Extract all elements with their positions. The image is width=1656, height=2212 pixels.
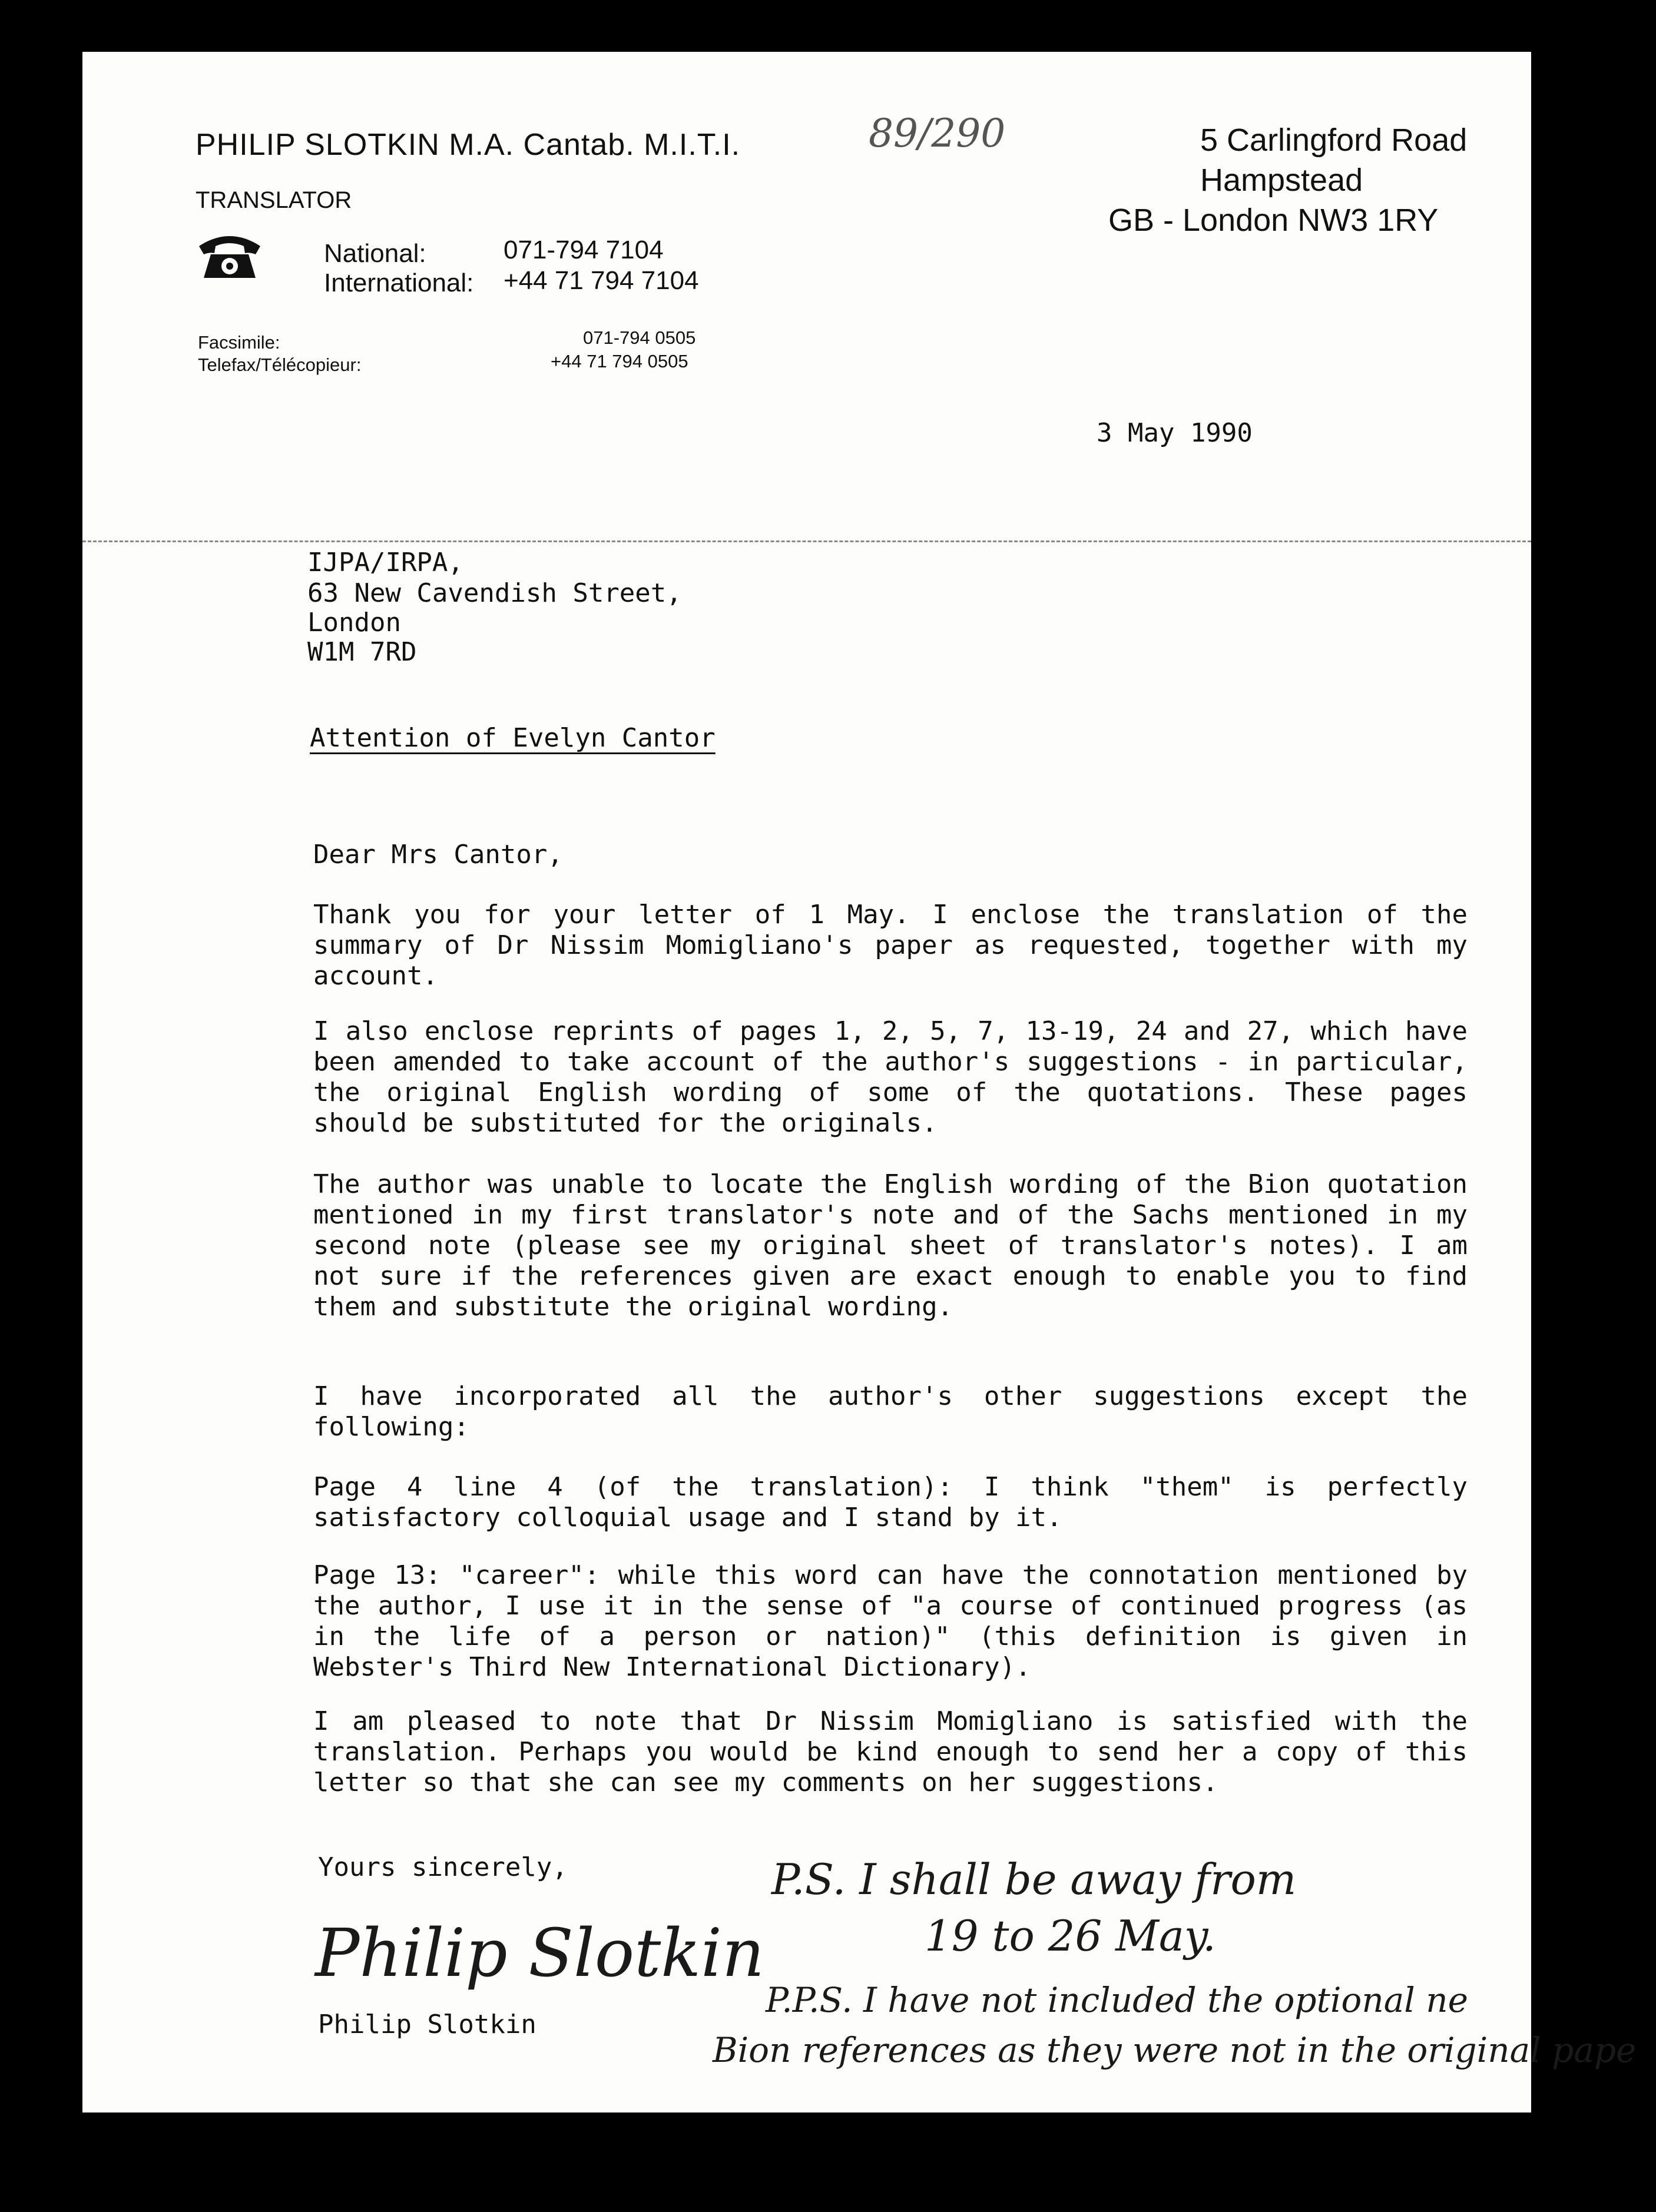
international-label: International: [324, 268, 474, 297]
facsimile-number: 071-794 0505 [583, 327, 696, 348]
recipient-line-3: London [307, 608, 401, 638]
signature: Philip Slotkin [315, 1915, 765, 1992]
letter-page [82, 52, 1637, 2112]
paragraph-3: The author was unable to locate the English wording of the Bion quotation mentioned in my first translator's note and of the Sachs mentioned in my second note (please see my original sheet of translator's notes). I am not sure if the references given are exact enough to enable you to find them and substitute the original wording. [313, 1169, 1468, 1322]
address-line-1: 5 Carlingford Road [1200, 122, 1468, 158]
address-line-2: Hampstead [1200, 162, 1363, 198]
pps-line-1: P.P.S. I have not included the optional ne [766, 1980, 1468, 2020]
telephone-icon [194, 228, 265, 281]
letterhead-divider [82, 540, 1531, 542]
paragraph-7: I am pleased to note that Dr Nissim Momigliano is satisfied with the translation. Perhaps you would be kind enough to send her a copy of this letter so that she can see my comments on her suggestions. [313, 1706, 1468, 1798]
letterhead-name: PHILIP SLOTKIN M.A. Cantab. M.I.T.I. [196, 128, 741, 162]
paragraph-6: Page 13: "career": while this word can have the connotation mentioned by the author, I use it in the sense of "a course of continued progress (as in the life of a person or nation)" (this definition is given in Webster's Third New International Dictionary). [313, 1560, 1468, 1682]
postscript-line-1: P.S. I shall be away from [771, 1855, 1297, 1904]
address-line-3: GB - London NW3 1RY [1108, 203, 1439, 238]
pps-line-2: Bion references as they were not in the original pape [713, 2030, 1637, 2070]
facsimile-label: Facsimile: [198, 332, 280, 353]
salutation: Dear Mrs Cantor, [313, 840, 563, 870]
signer-name: Philip Slotkin [318, 2009, 536, 2039]
paragraph-5: Page 4 line 4 (of the translation): I think "them" is perfectly satisfactory colloquial usage and I stand by it. [313, 1472, 1468, 1533]
recipient-line-4: W1M 7RD [307, 637, 417, 667]
postscript-line-2: 19 to 26 May. [925, 1911, 1216, 1961]
attention-line: Attention of Evelyn Cantor [310, 723, 716, 753]
national-number: 071-794 7104 [504, 236, 664, 264]
telefax-number: +44 71 794 0505 [551, 351, 688, 372]
handwritten-reference: 89/290 [869, 111, 1006, 156]
letter-date: 3 May 1990 [1097, 418, 1253, 448]
recipient-line-1: IJPA/IRPA, [307, 548, 463, 578]
recipient-line-2: 63 New Cavendish Street, [307, 578, 682, 608]
paragraph-2: I also enclose reprints of pages 1, 2, 5, 7, 13-19, 24 and 27, which have been amended to take account of the author's suggestions - in particular, the original English wording of some of the quotations. These pages should be substituted for the originals. [313, 1016, 1468, 1138]
telefax-label: Telefax/Télécopieur: [198, 354, 362, 375]
letterhead-role: TRANSLATOR [196, 187, 352, 213]
international-number: +44 71 794 7104 [504, 266, 699, 295]
national-label: National: [324, 239, 426, 268]
paragraph-1: Thank you for your letter of 1 May. I enclose the translation of the summary of Dr Nissim Momigliano's paper as requested, together with my account. [313, 900, 1468, 991]
closing: Yours sincerely, [318, 1852, 568, 1882]
paragraph-4: I have incorporated all the author's other suggestions except the following: [313, 1381, 1468, 1442]
